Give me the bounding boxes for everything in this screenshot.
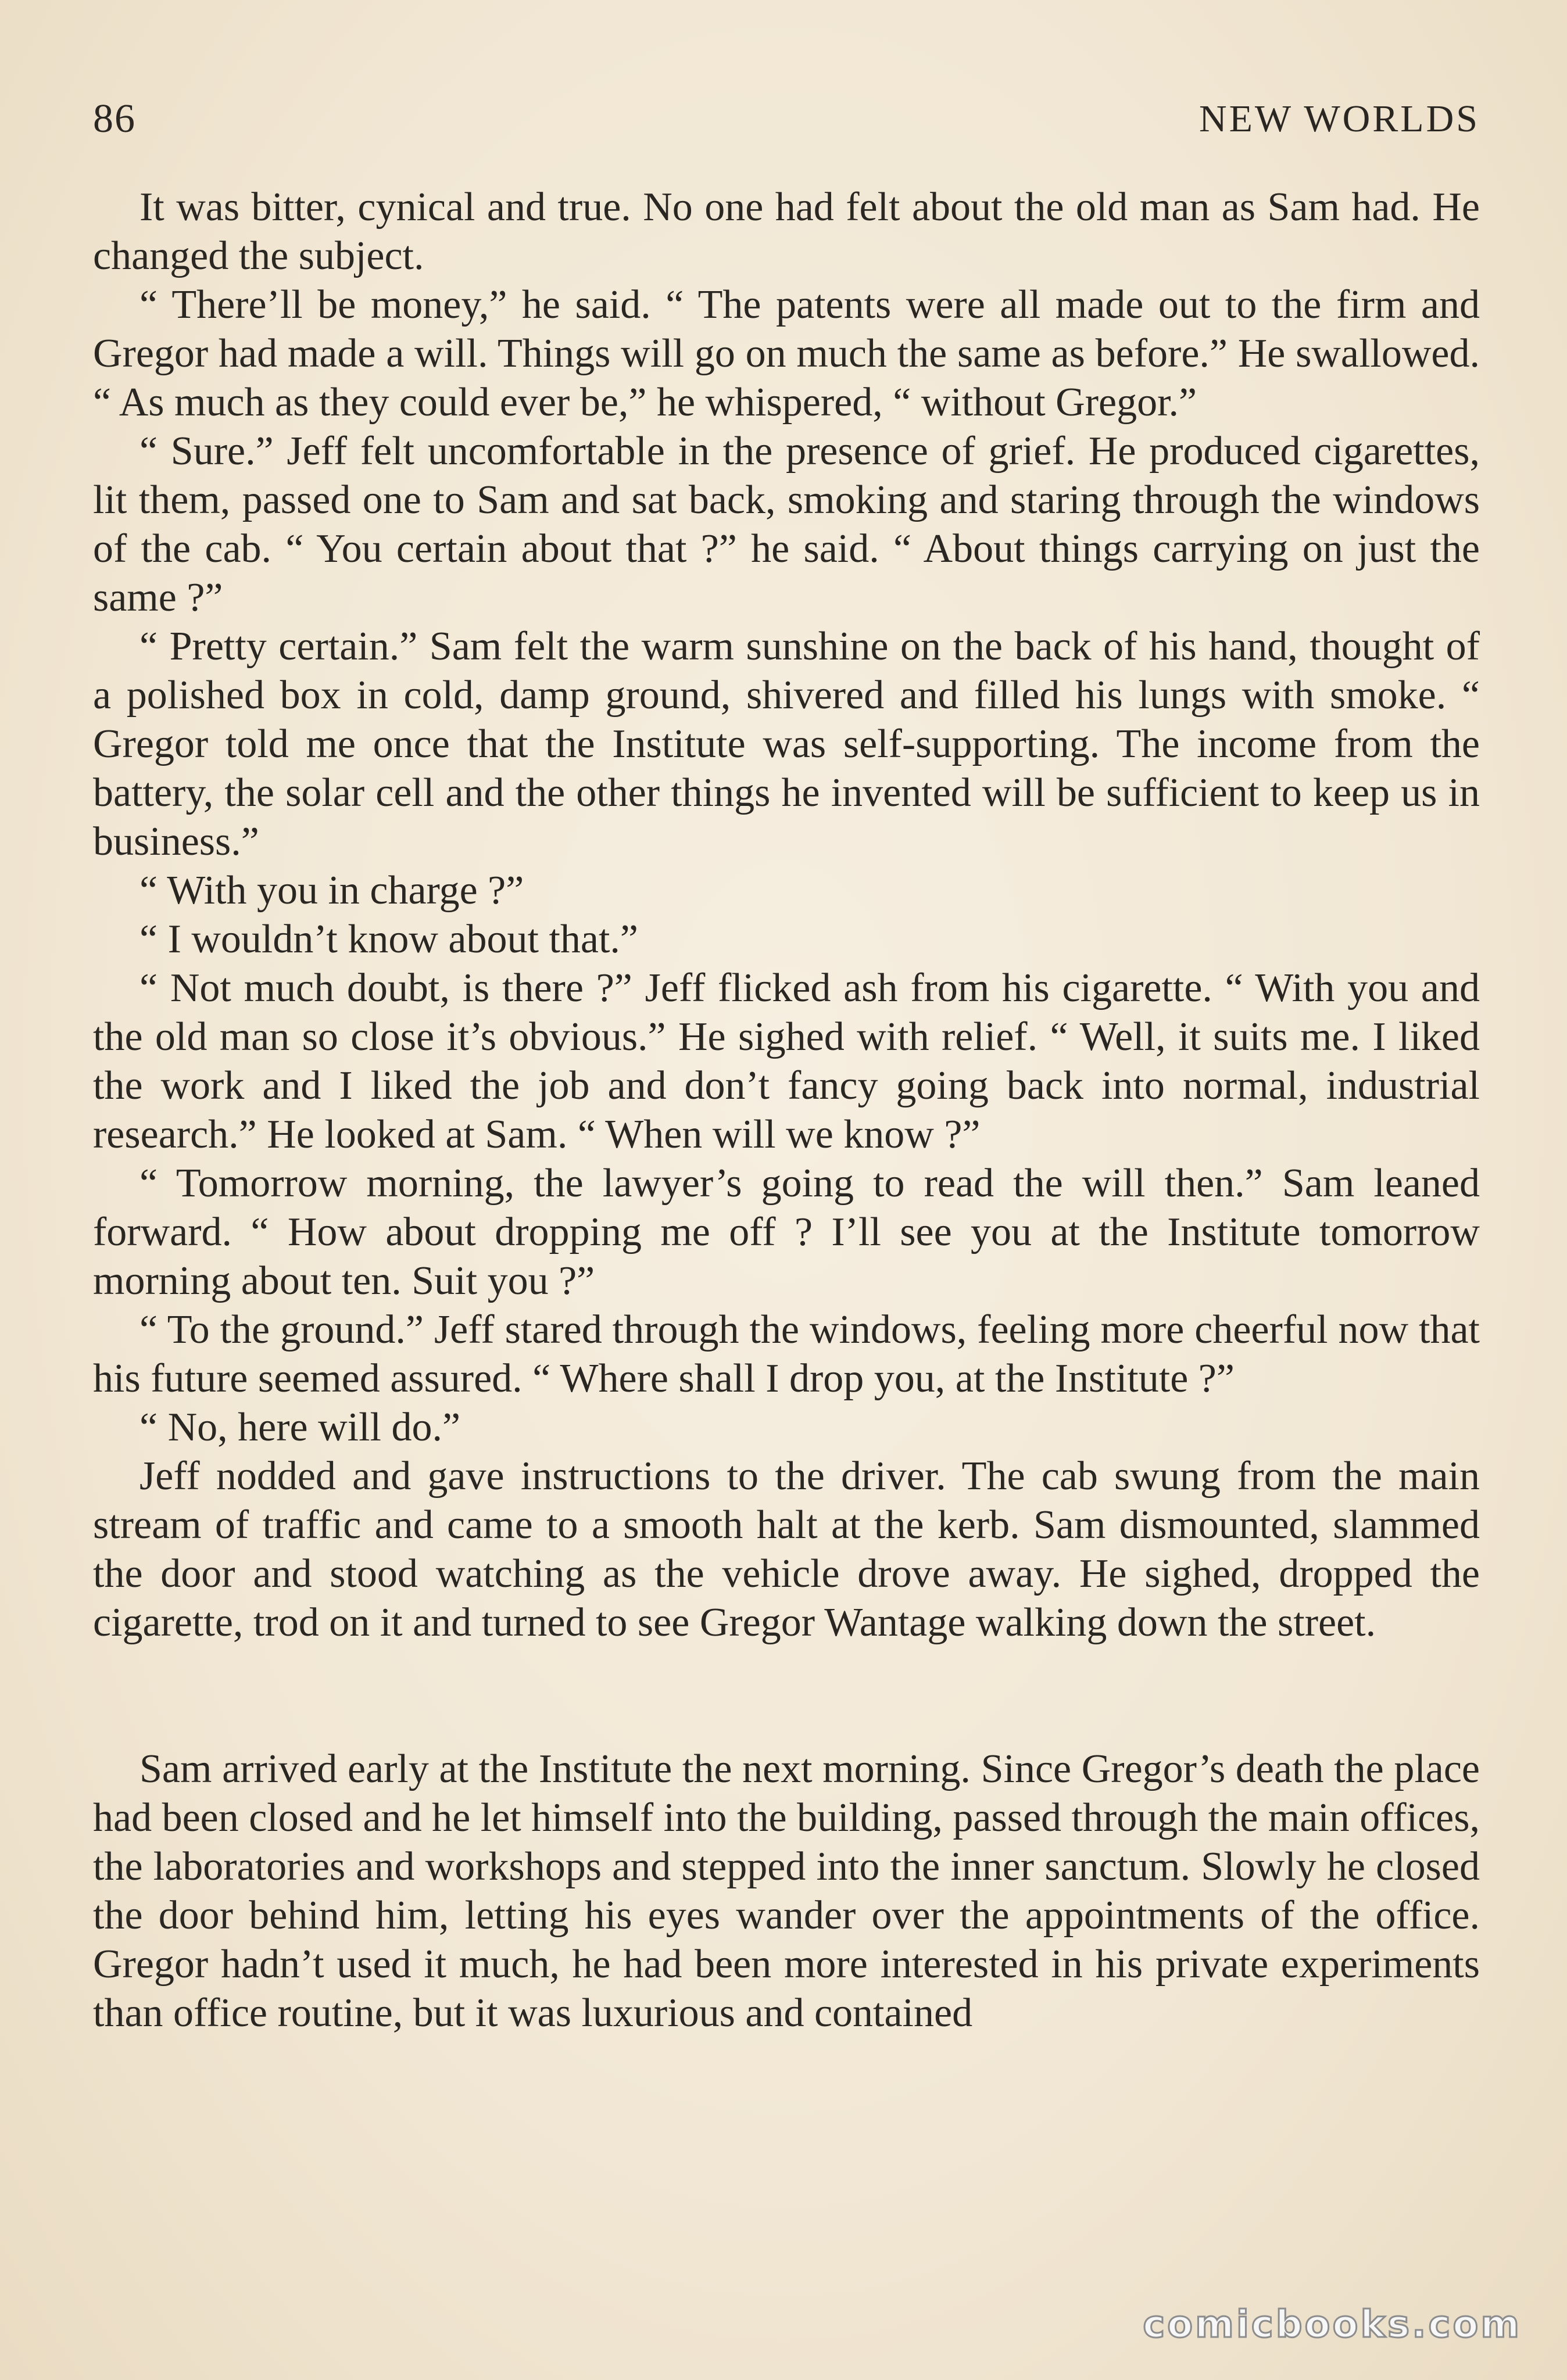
running-title: NEW WORLDS xyxy=(1198,98,1480,140)
page-header xyxy=(93,87,1480,151)
paragraph: “ No, here will do.” xyxy=(139,1405,461,1450)
paragraph: Sam arrived early at the Institute the next morning. Since Gregor’s death the place had been closed and he let himself into the building, passed through the main offices, the laboratories and workshops and stepped into the inner sanctum. Slowly he closed the door behind him, letting his eyes wander over the appointments of the office. Gregor hadn’t used it much, he had been more interested in his private experiments than office routine, but it was luxurious and contained xyxy=(93,1747,1480,2035)
paragraph: “ There’ll be money,” he said. “ The patents were all made out to the firm and Gregor had made a will. Things will go on much the same as before.” He swallowed. “ As much as they could ever be,” he whispered, “ without Gregor.” xyxy=(93,282,1480,425)
paragraph: “ Sure.” Jeff felt uncomfortable in the presence of grief. He produced cigarettes, lit them, passed one to Sam and sat back, smoking and staring through the windows of the cab. “ You certain about that ?” he said. “ About things carrying on just the same ?” xyxy=(93,429,1480,620)
watermark: comicbooks.com xyxy=(1143,2303,1522,2346)
paragraph: “ Not much doubt, is there ?” Jeff flicked ash from his cigarette. “ With you and the old man so close it’s obvious.” He sighed with relief. “ Well, it suits me. I liked the work and I liked the job and don’t fancy going back into normal, industrial research.” He looked at Sam. “ When will we know ?” xyxy=(93,966,1480,1157)
paragraph: Jeff nodded and gave instructions to the driver. The cab swung from the main stream of traffic and came to a smooth halt at the kerb. Sam dismounted, slammed the door and stood watching as the vehicle drove away. He sighed, dropped the cigarette, trod on it and turned to see Gregor Wantage walking down the street. xyxy=(93,1454,1480,1645)
paragraph: “ To the ground.” Jeff stared through the windows, feeling more cheerful now that his future seemed assured. “ Where shall I drop you, at the Institute ?” xyxy=(93,1307,1480,1401)
paragraph: It was bitter, cynical and true. No one had felt about the old man as Sam had. He changed the subject. xyxy=(93,185,1480,278)
paragraph: “ With you in charge ?” xyxy=(139,868,524,913)
paragraph: “ Pretty certain.” Sam felt the warm sunshine on the back of his hand, thought of a polished box in cold, damp ground, shivered and filled his lungs with smoke. “ Gregor told me once that the Institute was self-supporting. The income from the battery, the solar cell and the other things he invented will be sufficient to keep us in business.” xyxy=(93,624,1480,864)
paragraph: “ I wouldn’t know about that.” xyxy=(139,917,638,962)
paragraph: “ Tomorrow morning, the lawyer’s going to read the will then.” Sam leaned forward. “ How about dropping me off ? I’ll see you at the Institute tomorrow morning about ten. Suit you ?” xyxy=(93,1161,1480,1303)
body-text xyxy=(93,183,1480,2038)
section-break xyxy=(93,1647,1480,1745)
page-number: 86 xyxy=(93,96,136,141)
